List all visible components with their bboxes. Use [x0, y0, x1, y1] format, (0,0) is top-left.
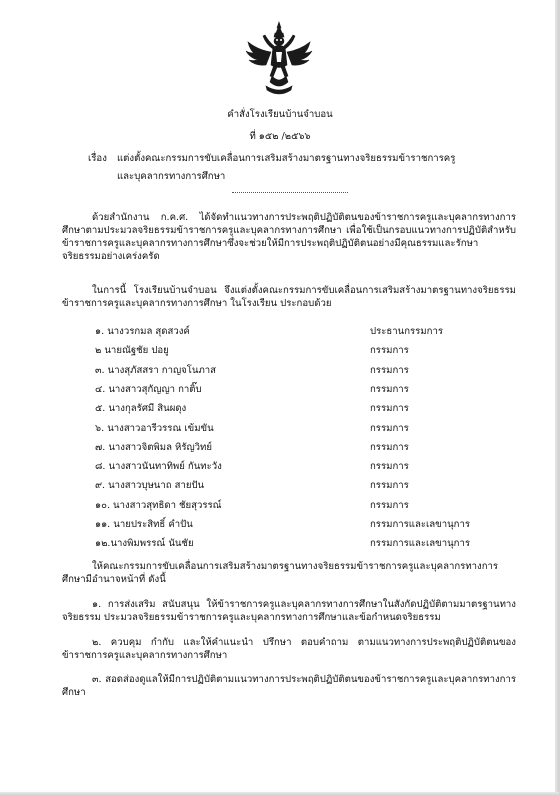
- member-name: ๙. นางสาวบุษนาถ สายปัน: [95, 480, 205, 491]
- member-name: ๕. นางกุลรัศมี สินผดุง: [95, 403, 187, 414]
- separator-text: [232, 186, 348, 199]
- page-shadow-right: [555, 0, 559, 796]
- subject-line-2: และบุคลากรทางการศึกษา: [117, 171, 226, 182]
- member-role: กรรมการ: [370, 345, 409, 356]
- member-role: กรรมการและเลขานุการ: [370, 538, 471, 549]
- member-name: ๘. นางสาวนันทาทิพย์ กันทะวัง: [95, 461, 222, 472]
- issuer-title: คำสั่งโรงเรียนบ้านจำบอน: [227, 109, 333, 120]
- order-number: ที่ ๑๕๒ /๒๕๖๖: [249, 131, 311, 142]
- duty-item-2: ๒. ควบคุม กำกับ และให้คำแนะนำ ปรึกษา ตอบคำถาม ตามแนวทางการประพฤติปฏิบัติตนของข้าราชการครูและบุคลากรทางการศึกษา: [62, 637, 516, 661]
- member-role: กรรมการ: [370, 480, 409, 491]
- page-shadow-bottom: [0, 792, 559, 796]
- member-name: ๗. นางสาวจิตพิมล หิรัญวิทย์: [95, 442, 212, 453]
- member-role: กรรมการและเลขานุการ: [370, 519, 471, 530]
- duty-item-1: ๑. การส่งเสริม สนับสนุน ให้ข้าราชการครูและบุคลากรทางการศึกษาในสังกัดปฏิบัติตามมาตรฐานทางจริยธรรม ประมวลจริยธรรมข้าราชการครูและบุคลากรทางการศึกษาและข้อกำหนดจริยธรรม: [62, 599, 516, 623]
- member-role: กรรมการ: [370, 461, 409, 472]
- member-role: กรรมการ: [370, 365, 409, 376]
- garuda-emblem-icon: [244, 20, 314, 100]
- member-name: ๑๐. นางสาวสุทธิดา ชัยสุวรรณ์: [95, 500, 222, 511]
- member-name: ๓. นางสุภัสสรา กาญจโนภาส: [95, 365, 217, 376]
- subject-line-1: แต่งตั้งคณะกรรมการขับเคลื่อนการเสริมสร้างมาตรฐานทางจริยธรรมข้าราชการครู: [117, 153, 456, 164]
- member-name: ๑๑. นายประสิทธิ์ คำปัน: [95, 519, 193, 530]
- member-name: ๑๒.นางพิมพรรณ์ นันชัย: [95, 538, 194, 549]
- paragraph-duties-intro: ให้คณะกรรมการขับเคลื่อนการเสริมสร้างมาตรฐานทางจริยธรรมข้าราชการครูและบุคลากรทางการศึกษามีอำนาจหน้าที่ ดังนี้: [62, 561, 499, 585]
- member-role: กรรมการ: [370, 500, 409, 511]
- member-name: ๑. นางวรกมล สุดสวงค์: [95, 326, 190, 337]
- paragraph-intro: ด้วยสำนักงาน ก.ค.ศ. ได้จัดทำแนวทางการประพฤติปฏิบัติตนของข้าราชการครูและบุคลากรทางการศึกษาตามประมวลจริยธรรมข้าราชการครูและบุคลากรทางการศึกษา เพื่อใช้เป็นกรอบแนวทางการปฏิบัติสำหรับข้าราชการครูและบุคลากรทางการศึกษาซึ่งจะช่วยให้มีการประพฤติปฏิบัติตนอย่างมีคุณธรรมและรักษาจริยธรรมอย่างเคร่งครัด: [62, 212, 516, 262]
- member-role: กรรมการ: [370, 403, 409, 414]
- member-role: กรรมการ: [370, 423, 409, 434]
- member-name: ๖. นางสาวอารีวรรณ เข้มขัน: [95, 423, 214, 434]
- paragraph-appointment: ในการนี้ โรงเรียนบ้านจำบอน จึงแต่งตั้งคณะกรรมการขับเคลื่อนการเสริมสร้างมาตรฐานทางจริยธรรมข้าราชการครูและบุคลากรทางการศึกษา ในโรงเรียน ประกอบด้วย: [62, 285, 516, 309]
- member-name: ๒ นายณัฐชัย ปอยู: [95, 345, 169, 356]
- duty-item-3: ๓. สอดส่องดูแลให้มีการปฏิบัติตามแนวทางการประพฤติปฏิบัติตนของข้าราชการครูและบุคลากรทางการศึกษา: [62, 674, 516, 698]
- member-role: ประธานกรรมการ: [370, 326, 443, 337]
- member-role: กรรมการ: [370, 384, 409, 395]
- member-name: ๔. นางสาวสุกัญญา กาติ๊บ: [95, 384, 202, 395]
- member-role: กรรมการ: [370, 442, 409, 453]
- subject-label: เรื่อง: [88, 153, 107, 164]
